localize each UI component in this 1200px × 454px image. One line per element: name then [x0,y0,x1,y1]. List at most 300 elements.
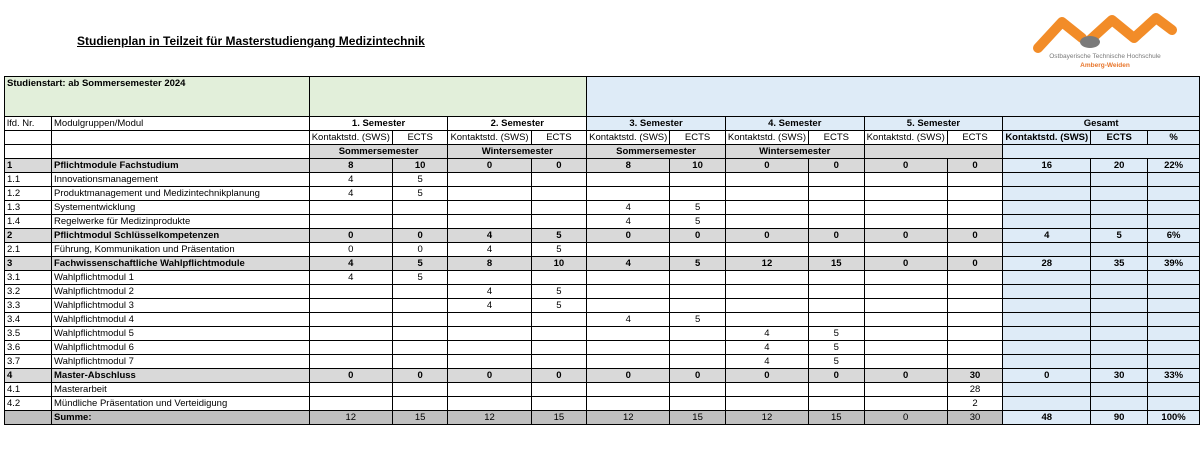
module-row [5,383,1200,397]
value-cell [587,327,670,341]
value-cell [947,173,1003,187]
total-cell [1148,173,1200,187]
term-label: Sommersemester [309,145,448,159]
value-cell [864,313,947,327]
semester-2-header: 2. Semester [448,117,587,131]
module-row [5,355,1200,369]
value-cell: 0 [309,229,392,243]
total-cell [1148,397,1200,411]
module-name: Produktmanagement und Medizintechnikplanung [52,187,310,201]
value-cell [864,243,947,257]
group-row [5,229,1200,243]
group-row [5,257,1200,271]
value-cell: 0 [448,159,531,173]
value-cell: 0 [864,229,947,243]
value-cell [947,187,1003,201]
value-cell [448,215,531,229]
total-cell [1003,243,1091,257]
module-name: Masterarbeit [52,383,310,397]
value-cell [947,271,1003,285]
value-cell [809,397,865,411]
total-cell: 4 [1003,229,1091,243]
total-cell [1003,201,1091,215]
sum-total-cell: 90 [1091,411,1148,425]
value-cell [531,271,587,285]
value-cell [670,187,726,201]
value-cell [864,215,947,229]
value-cell [670,271,726,285]
value-cell [947,341,1003,355]
value-cell [947,313,1003,327]
row-number: 4.2 [5,397,52,411]
value-cell: 0 [809,229,865,243]
sum-value-cell: 12 [448,411,531,425]
module-name: Systementwicklung [52,201,310,215]
module-name: Wahlpflichtmodul 4 [52,313,310,327]
value-cell: 5 [670,313,726,327]
value-cell [670,285,726,299]
total-cell: 30 [1091,369,1148,383]
module-row [5,285,1200,299]
row-number: 3 [5,257,52,271]
value-cell [725,187,808,201]
sum-label: Summe: [52,411,310,425]
ects-header: ECTS [531,131,587,145]
value-cell: 5 [670,215,726,229]
value-cell [587,383,670,397]
gesamt-header: Gesamt [1003,117,1200,131]
value-cell: 5 [670,201,726,215]
blank-cell [5,131,52,145]
module-name: Wahlpflichtmodul 3 [52,299,310,313]
value-cell [392,299,448,313]
value-cell [392,355,448,369]
value-cell [670,341,726,355]
gesamt-percent-header: % [1148,131,1200,145]
value-cell [725,215,808,229]
value-cell [587,341,670,355]
value-cell [809,383,865,397]
module-name: Regelwerke für Medizinprodukte [52,215,310,229]
module-row [5,173,1200,187]
module-name: Pflichtmodule Fachstudium [52,159,310,173]
value-cell: 4 [587,201,670,215]
value-cell: 5 [531,299,587,313]
total-cell: 6% [1148,229,1200,243]
total-cell [1091,271,1148,285]
value-cell [725,299,808,313]
value-cell [947,355,1003,369]
value-cell [670,243,726,257]
total-cell [1091,173,1148,187]
total-cell [1148,215,1200,229]
semester-3-header: 3. Semester [587,117,726,131]
value-cell: 5 [531,285,587,299]
value-cell: 2 [947,397,1003,411]
row-number: 2 [5,229,52,243]
value-cell [670,173,726,187]
kontakt-header: Kontaktstd. (SWS) [309,131,392,145]
module-name: Fachwissenschaftliche Wahlpflichtmodule [52,257,310,271]
value-cell [725,285,808,299]
value-cell [864,299,947,313]
value-cell: 0 [392,229,448,243]
value-cell: 5 [531,243,587,257]
value-cell [392,397,448,411]
row-number: 3.6 [5,341,52,355]
total-cell [1003,173,1091,187]
value-cell: 10 [670,159,726,173]
row-number: 3.1 [5,271,52,285]
module-row [5,341,1200,355]
study-start-label: Studienstart: ab Sommersemester 2024 [5,77,310,117]
value-cell [392,341,448,355]
value-cell [587,397,670,411]
total-cell [1091,383,1148,397]
sum-total-cell: 48 [1003,411,1091,425]
value-cell [864,341,947,355]
row-number: 4.1 [5,383,52,397]
study-plan-table [4,76,1200,425]
sum-value-cell: 15 [809,411,865,425]
value-cell: 12 [725,257,808,271]
term-label: Wintersemester [448,145,587,159]
value-cell: 5 [531,229,587,243]
blank-cell [1003,145,1200,159]
row-number: 1.3 [5,201,52,215]
value-cell: 15 [809,257,865,271]
value-cell [587,187,670,201]
value-cell: 5 [670,257,726,271]
term-label: Wintersemester [725,145,864,159]
value-cell [531,341,587,355]
total-cell [1148,201,1200,215]
total-cell: 16 [1003,159,1091,173]
kontakt-header: Kontaktstd. (SWS) [587,131,670,145]
sum-nr-cell [5,411,52,425]
value-cell [809,215,865,229]
value-cell [864,201,947,215]
value-cell [947,285,1003,299]
value-cell: 4 [725,341,808,355]
value-cell: 0 [864,159,947,173]
value-cell [809,313,865,327]
value-cell [309,313,392,327]
total-cell [1148,243,1200,257]
value-cell: 5 [809,341,865,355]
total-cell [1003,271,1091,285]
total-cell: 39% [1148,257,1200,271]
value-cell [392,313,448,327]
total-cell [1003,383,1091,397]
value-cell: 0 [392,243,448,257]
logo-line-2: Amberg-Weiden [1080,62,1130,69]
total-cell: 35 [1091,257,1148,271]
value-cell [448,173,531,187]
sum-value-cell: 12 [587,411,670,425]
value-cell: 4 [309,271,392,285]
kontakt-header: Kontaktstd. (SWS) [725,131,808,145]
value-cell [670,299,726,313]
value-cell [725,271,808,285]
value-cell [309,299,392,313]
module-row [5,313,1200,327]
module-name: Mündliche Präsentation und Verteidigung [52,397,310,411]
total-cell [1091,201,1148,215]
total-cell [1091,327,1148,341]
value-cell: 0 [531,159,587,173]
total-cell [1148,383,1200,397]
value-cell [448,271,531,285]
value-cell [448,383,531,397]
value-cell: 4 [448,285,531,299]
table-body [5,77,1200,425]
total-cell [1091,243,1148,257]
value-cell [670,327,726,341]
header-green-area [309,77,586,117]
total-cell [1148,271,1200,285]
row-number: 1.2 [5,187,52,201]
module-name: Führung, Kommunikation und Präsentation [52,243,310,257]
value-cell: 0 [725,369,808,383]
value-cell [448,327,531,341]
value-cell [309,285,392,299]
module-name: Innovationsmanagement [52,173,310,187]
total-cell [1091,285,1148,299]
total-cell [1091,299,1148,313]
row-number: 3.2 [5,285,52,299]
value-cell [809,243,865,257]
university-logo [1030,10,1180,72]
value-cell [864,271,947,285]
value-cell [725,397,808,411]
value-cell: 10 [392,159,448,173]
value-cell: 0 [670,369,726,383]
total-cell: 22% [1148,159,1200,173]
value-cell: 4 [309,187,392,201]
value-cell: 0 [309,369,392,383]
value-cell [392,201,448,215]
term-label: Sommersemester [587,145,726,159]
value-cell [448,355,531,369]
total-cell [1091,355,1148,369]
value-cell [309,215,392,229]
value-cell: 0 [531,369,587,383]
ects-header: ECTS [392,131,448,145]
total-cell: 20 [1091,159,1148,173]
value-cell: 28 [947,383,1003,397]
total-cell [1148,187,1200,201]
value-cell: 0 [947,229,1003,243]
row-number: 3.4 [5,313,52,327]
value-cell: 0 [725,159,808,173]
blank-cell [5,145,52,159]
total-cell [1003,327,1091,341]
value-cell: 8 [587,159,670,173]
kontakt-header: Kontaktstd. (SWS) [864,131,947,145]
row-number: 1.4 [5,215,52,229]
sum-value-cell: 15 [670,411,726,425]
value-cell [947,327,1003,341]
row-number: 3.7 [5,355,52,369]
total-cell [1003,299,1091,313]
group-row [5,159,1200,173]
total-cell [1003,187,1091,201]
value-cell: 30 [947,369,1003,383]
module-name: Wahlpflichtmodul 1 [52,271,310,285]
sum-value-cell: 15 [392,411,448,425]
value-cell: 0 [947,159,1003,173]
value-cell: 4 [587,257,670,271]
module-name: Pflichtmodul Schlüsselkompetenzen [52,229,310,243]
row-number: 2.1 [5,243,52,257]
value-cell [531,201,587,215]
total-cell [1148,313,1200,327]
gesamt-kontakt-header: Kontaktstd. (SWS) [1003,131,1091,145]
module-row [5,215,1200,229]
value-cell [670,355,726,369]
value-cell [864,397,947,411]
row-number: 3.5 [5,327,52,341]
value-cell [309,355,392,369]
value-cell [392,215,448,229]
value-cell: 0 [809,159,865,173]
page-title: Studienplan in Teilzeit für Masterstudiengang Medizintechnik [77,34,425,48]
ects-header: ECTS [947,131,1003,145]
value-cell: 8 [309,159,392,173]
sum-row [5,411,1200,425]
semester-1-header: 1. Semester [309,117,448,131]
total-cell: 28 [1003,257,1091,271]
value-cell [809,173,865,187]
semester-5-header: 5. Semester [864,117,1003,131]
value-cell [725,201,808,215]
value-cell [725,243,808,257]
header-blue-area [587,77,1200,117]
value-cell [531,173,587,187]
ects-header: ECTS [670,131,726,145]
value-cell [670,397,726,411]
value-cell [531,187,587,201]
total-cell [1091,341,1148,355]
value-cell: 4 [587,313,670,327]
module-name: Master-Abschluss [52,369,310,383]
value-cell [448,341,531,355]
value-cell [587,173,670,187]
total-cell [1148,341,1200,355]
sum-value-cell: 0 [864,411,947,425]
value-cell [725,173,808,187]
value-cell [531,313,587,327]
blank-cell [52,131,310,145]
module-name: Wahlpflichtmodul 5 [52,327,310,341]
row-number: 1.1 [5,173,52,187]
value-cell [309,327,392,341]
logo-line-1: Ostbayerische Technische Hochschule [1049,53,1161,60]
sum-total-cell: 100% [1148,411,1200,425]
total-cell [1003,215,1091,229]
value-cell [670,383,726,397]
ects-header: ECTS [809,131,865,145]
value-cell [947,201,1003,215]
col-modul-header: Modulgruppen/Modul [52,117,310,131]
value-cell: 4 [309,257,392,271]
module-name: Wahlpflichtmodul 7 [52,355,310,369]
value-cell [531,383,587,397]
module-row [5,397,1200,411]
module-row [5,271,1200,285]
value-cell: 4 [725,355,808,369]
total-cell: 5 [1091,229,1148,243]
value-cell [309,383,392,397]
module-row [5,201,1200,215]
total-cell [1148,355,1200,369]
module-name: Wahlpflichtmodul 6 [52,341,310,355]
value-cell: 5 [392,187,448,201]
value-cell: 0 [392,369,448,383]
row-number: 3.3 [5,299,52,313]
value-cell [392,285,448,299]
value-cell [392,383,448,397]
module-row [5,327,1200,341]
row-number: 4 [5,369,52,383]
value-cell: 0 [864,257,947,271]
value-cell: 5 [392,271,448,285]
total-cell [1003,397,1091,411]
value-cell [448,201,531,215]
value-cell [864,173,947,187]
value-cell: 5 [392,257,448,271]
value-cell [725,383,808,397]
value-cell: 5 [809,327,865,341]
value-cell [809,299,865,313]
total-cell [1003,285,1091,299]
blank-cell [52,145,310,159]
value-cell: 0 [587,229,670,243]
value-cell [587,285,670,299]
sum-value-cell: 12 [725,411,808,425]
value-cell: 8 [448,257,531,271]
value-cell [947,215,1003,229]
value-cell: 5 [392,173,448,187]
group-row [5,369,1200,383]
value-cell [725,313,808,327]
value-cell [864,355,947,369]
value-cell [531,355,587,369]
total-cell [1091,313,1148,327]
value-cell: 4 [448,229,531,243]
total-cell: 33% [1148,369,1200,383]
value-cell [448,187,531,201]
value-cell [947,299,1003,313]
total-cell [1148,285,1200,299]
value-cell: 0 [670,229,726,243]
sum-value-cell: 15 [531,411,587,425]
sum-value-cell: 12 [309,411,392,425]
otH-logo-icon [1030,10,1180,54]
col-nr-header: lfd. Nr. [5,117,52,131]
total-cell [1148,327,1200,341]
value-cell [947,243,1003,257]
value-cell: 4 [725,327,808,341]
row-number: 1 [5,159,52,173]
value-cell: 0 [725,229,808,243]
value-cell: 0 [309,243,392,257]
value-cell [531,215,587,229]
value-cell [864,383,947,397]
value-cell: 4 [309,173,392,187]
value-cell [587,299,670,313]
